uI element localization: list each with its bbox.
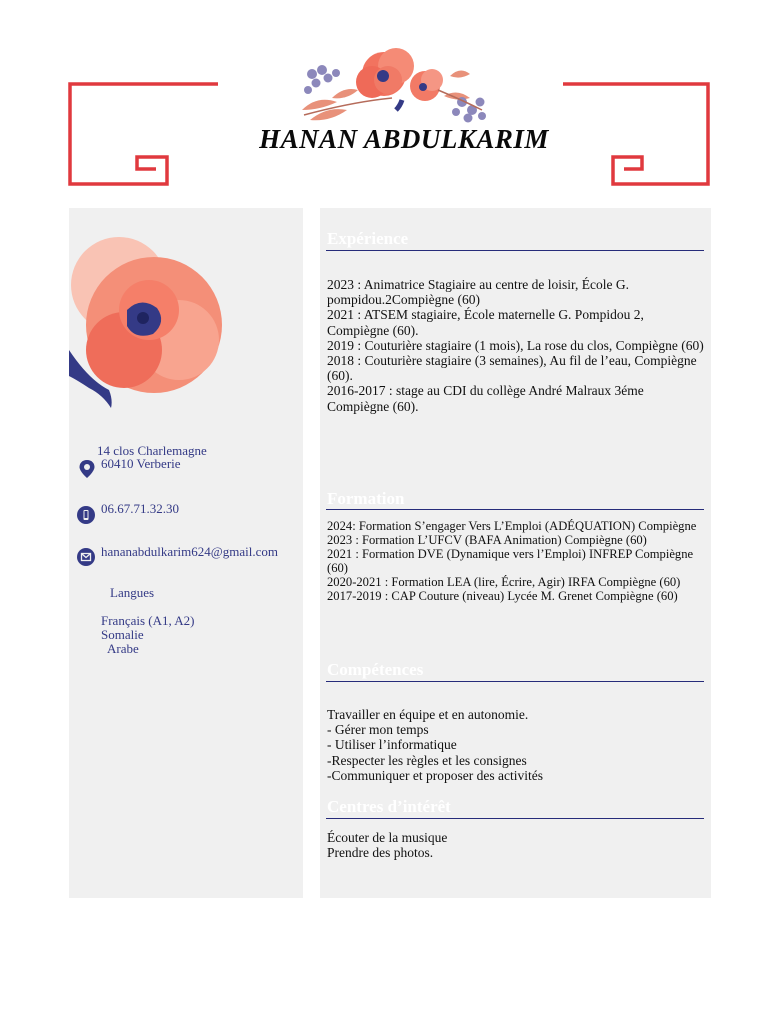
competence-entry: -Communiquer et proposer des activités [327,767,543,783]
languages-list [101,614,195,656]
sidebar-poppy-illustration [69,230,229,410]
competence-entry: - Gérer mon temps [327,722,429,738]
experience-entry: 2021 : ATSEM stagiaire, École maternelle G. Pompidou 2, Compiègne (60). [327,307,644,338]
competence-entry: -Respecter les règles et les consignes [327,752,527,768]
phone-icon [77,506,95,524]
formation-entry: 2023 : Formation L’UFCV (BAFA Animation) Compiègne (60) [327,532,647,547]
formation-list [327,520,705,603]
email-address[interactable]: hananabdulkarim624@gmail.com [101,544,278,559]
experience-divider [326,250,704,251]
candidate-name: HANAN ABDULKARIM [259,124,549,154]
language-item: Somalie [101,627,144,642]
formation-entry: 2020-2021 : Formation LEA (lire, Écrire, Agir) IRFA Compiègne (60) [327,574,681,589]
envelope-icon [77,548,95,566]
competences-list [327,707,705,783]
formation-entry: 2021 : Formation DVE (Dynamique vers l’Emploi) INFREP Compiègne (60) [327,546,694,575]
interet-entry: Écouter de la musique [327,830,448,845]
interets-title: Centres d’intérêt [327,797,451,816]
language-item: Français (A1, A2) [101,613,195,628]
experience-entry: 2016-2017 : stage au CDI du collège André Malraux 3éme Compiègne (60). [327,383,644,414]
phone-number: 06.67.71.32.30 [101,501,179,516]
experience-entry: 2019 : Couturière stagiaire (1 mois), La rose du clos, Compiègne (60) [327,337,704,353]
location-pin-icon [78,460,96,478]
experience-entry: 2023 : Animatrice Stagiaire au centre de loisir, École G. pompidou.2Compiègne (60) [327,277,629,308]
experience-list [327,277,705,414]
experience-entry: 2018 : Couturière stagiaire (3 semaines), Au fil de l’eau, Compiègne (60). [327,353,697,384]
header-floral-decoration [292,40,496,126]
competences-divider [326,681,704,682]
interets-divider [326,818,704,819]
interet-entry: Prendre des photos. [327,845,434,861]
competence-entry: - Utiliser l’informatique [327,737,457,753]
formation-divider [326,509,704,510]
competence-entry: Travailler en équipe et en autonomie. [327,707,529,722]
formation-entry: 2024: Formation S’engager Vers L’Emploi (ADÉQUATION) Compiègne [327,519,697,533]
formation-title: Formation [327,489,405,508]
experience-title: Expérience [327,229,409,248]
formation-entry: 2017-2019 : CAP Couture (niveau) Lycée M. Grenet Compiègne (60) [327,588,678,603]
competences-title: Compétences [327,660,424,679]
address-line2: 60410 Verberie [101,456,181,471]
address-line1: 14 clos Charlemagne [97,443,207,458]
languages-title: Langues [110,585,155,600]
language-item: Arabe [107,641,139,656]
interets-list [327,830,705,860]
